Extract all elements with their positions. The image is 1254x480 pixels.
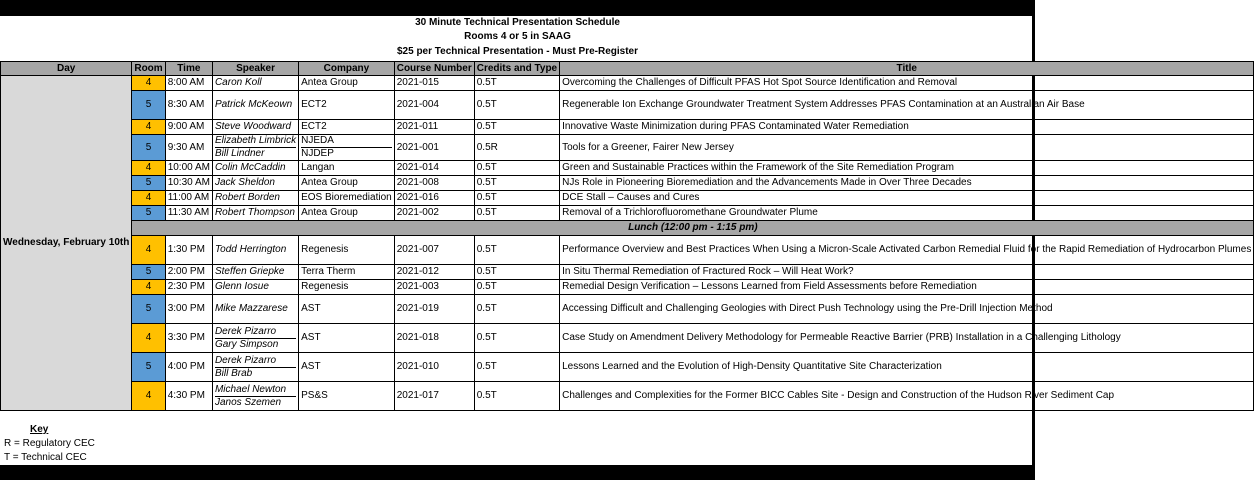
- time-cell: 11:30 AM: [165, 206, 212, 221]
- room-cell: 4: [132, 161, 165, 176]
- title-cell: Accessing Difficult and Challenging Geologies with Direct Push Technology using the Pre-Drill Injection Method: [560, 295, 1254, 324]
- room-cell: 4: [132, 76, 165, 91]
- time-cell: 10:30 AM: [165, 176, 212, 191]
- speaker-name: Colin McCaddin: [214, 162, 286, 173]
- speaker-cell: [212, 76, 298, 91]
- table-row: [1, 91, 1254, 120]
- key-legend: [4, 423, 95, 465]
- company-name: Langan: [301, 162, 335, 173]
- company-name: AST: [301, 303, 321, 314]
- col-header-credits: Credits and Type: [474, 62, 559, 76]
- col-header-speaker: Speaker: [212, 62, 298, 76]
- company-name: ECT2: [301, 99, 327, 110]
- room-cell: 4: [132, 236, 165, 265]
- time-cell: 3:00 PM: [165, 295, 212, 324]
- course-number-cell: 2021-008: [394, 176, 474, 191]
- company-cell: [299, 324, 395, 353]
- header-row: [1, 62, 1254, 76]
- table-row: [1, 76, 1254, 91]
- speaker-cell: [212, 206, 298, 221]
- key-title: Key: [30, 424, 49, 435]
- company-name: Antea Group: [301, 207, 358, 218]
- company-cell: [299, 91, 395, 120]
- schedule-body: [1, 76, 1254, 411]
- room-cell: 5: [132, 176, 165, 191]
- course-number-cell: 2021-017: [394, 382, 474, 411]
- speaker-cell: [212, 295, 298, 324]
- course-number-cell: 2021-001: [394, 135, 474, 161]
- credits-cell: 0.5T: [474, 191, 559, 206]
- company-cell: [299, 135, 395, 161]
- time-cell: 2:00 PM: [165, 265, 212, 280]
- course-number-cell: 2021-004: [394, 91, 474, 120]
- company-cell: [299, 206, 395, 221]
- course-number-cell: 2021-003: [394, 280, 474, 295]
- company-cell: [299, 191, 395, 206]
- company-cell: [299, 265, 395, 280]
- top-border: [0, 0, 1035, 16]
- table-row: [1, 191, 1254, 206]
- course-number-cell: 2021-002: [394, 206, 474, 221]
- company-name: Antea Group: [301, 77, 358, 88]
- col-header-company: Company: [299, 62, 395, 76]
- title-cell: Performance Overview and Best Practices When Using a Micron-Scale Activated Carbon Remedial Fluid for the Rapid Remediation of Hydrocarbon Plumes: [560, 236, 1254, 265]
- schedule-rooms: Rooms 4 or 5 in SAAG: [464, 31, 571, 42]
- title-cell: In Situ Thermal Remediation of Fractured Rock – Will Heat Work?: [560, 265, 1254, 280]
- table-row: [1, 120, 1254, 135]
- room-cell: 4: [132, 280, 165, 295]
- credits-cell: 0.5T: [474, 236, 559, 265]
- credits-cell: 0.5T: [474, 120, 559, 135]
- title-cell: DCE Stall – Causes and Cures: [560, 191, 1254, 206]
- time-cell: 2:30 PM: [165, 280, 212, 295]
- speaker-name: Michael Newton: [214, 383, 287, 395]
- company-name: PS&S: [301, 390, 328, 401]
- room-cell: 4: [132, 324, 165, 353]
- title-cell: Regenerable Ion Exchange Groundwater Treatment System Addresses PFAS Contamination at an Australian Air Base: [560, 91, 1254, 120]
- company-cell: [299, 295, 395, 324]
- speaker-cell: [212, 353, 298, 382]
- speaker-name: Patrick McKeown: [214, 99, 293, 110]
- time-cell: 8:00 AM: [165, 76, 212, 91]
- key-item-technical: T = Technical CEC: [4, 452, 87, 463]
- company-cell: [299, 236, 395, 265]
- course-number-cell: 2021-014: [394, 161, 474, 176]
- credits-cell: 0.5R: [474, 135, 559, 161]
- speaker-name: Derek Pizarro: [214, 325, 277, 337]
- room-cell: 5: [132, 295, 165, 324]
- speaker-cell: [212, 120, 298, 135]
- table-row: [1, 280, 1254, 295]
- table-row: [1, 135, 1254, 161]
- speaker-cell: [212, 176, 298, 191]
- credits-cell: 0.5T: [474, 324, 559, 353]
- company-name: AST: [301, 361, 321, 372]
- credits-cell: 0.5T: [474, 280, 559, 295]
- company-cell: [299, 353, 395, 382]
- key-item-regulatory: R = Regulatory CEC: [4, 438, 95, 449]
- company-name: NJDEP: [301, 147, 392, 160]
- col-header-day: Day: [1, 62, 132, 76]
- time-cell: 4:30 PM: [165, 382, 212, 411]
- company-name: Terra Therm: [301, 266, 356, 277]
- time-cell: 8:30 AM: [165, 91, 212, 120]
- table-row: [1, 236, 1254, 265]
- speaker-name: Robert Borden: [214, 192, 280, 203]
- title-cell: Remedial Design Verification – Lessons Learned from Field Assessments before Remediation: [560, 280, 1254, 295]
- time-cell: 11:00 AM: [165, 191, 212, 206]
- company-cell: [299, 280, 395, 295]
- table-row: [1, 265, 1254, 280]
- room-cell: 4: [132, 191, 165, 206]
- title-cell: Overcoming the Challenges of Difficult PFAS Hot Spot Source Identification and Removal: [560, 76, 1254, 91]
- table-row: [1, 176, 1254, 191]
- speaker-cell: [212, 280, 298, 295]
- credits-cell: 0.5T: [474, 76, 559, 91]
- bottom-border: [0, 465, 1035, 480]
- title-cell: Removal of a Trichlorofluoromethane Groundwater Plume: [560, 206, 1254, 221]
- speaker-name: Derek Pizarro: [214, 354, 277, 366]
- credits-cell: 0.5T: [474, 382, 559, 411]
- credits-cell: 0.5T: [474, 265, 559, 280]
- credits-cell: 0.5T: [474, 353, 559, 382]
- speaker-name: Elizabeth Limbrick: [214, 135, 297, 146]
- time-cell: 1:30 PM: [165, 236, 212, 265]
- schedule-title: 30 Minute Technical Presentation Schedule: [415, 17, 620, 28]
- credits-cell: 0.5T: [474, 176, 559, 191]
- credits-cell: 0.5T: [474, 206, 559, 221]
- company-name: Regenesis: [301, 244, 349, 255]
- company-name: ECT2: [301, 121, 327, 132]
- day-cell: Wednesday, February 10th: [1, 76, 132, 411]
- speaker-cell: [212, 265, 298, 280]
- lunch-row: [1, 221, 1254, 236]
- table-row: [1, 353, 1254, 382]
- company-cell: [299, 176, 395, 191]
- speaker-name: Caron Koll: [214, 77, 262, 88]
- speaker-name: Mike Mazzarese: [214, 303, 288, 314]
- col-header-course-number: Course Number: [394, 62, 474, 76]
- speaker-name: Bill Brab: [215, 367, 296, 380]
- table-row: [1, 295, 1254, 324]
- course-number-cell: 2021-015: [394, 76, 474, 91]
- course-number-cell: 2021-012: [394, 265, 474, 280]
- credits-cell: 0.5T: [474, 161, 559, 176]
- table-row: [1, 382, 1254, 411]
- course-number-cell: 2021-016: [394, 191, 474, 206]
- title-cell: NJs Role in Pioneering Bioremediation and the Advancements Made in Over Three Decades: [560, 176, 1254, 191]
- company-name: AST: [301, 332, 321, 343]
- speaker-name: Glenn Iosue: [214, 281, 269, 292]
- course-number-cell: 2021-010: [394, 353, 474, 382]
- col-header-time: Time: [165, 62, 212, 76]
- company-name: EOS Bioremediation: [301, 192, 392, 203]
- speaker-cell: [212, 161, 298, 176]
- speaker-cell: [212, 382, 298, 411]
- schedule-price-note: $25 per Technical Presentation - Must Pre-Register: [396, 46, 638, 57]
- schedule-table: [0, 61, 1254, 411]
- title-cell: Green and Sustainable Practices within the Framework of the Site Remediation Program: [560, 161, 1254, 176]
- col-header-room: Room: [132, 62, 165, 76]
- room-cell: 5: [132, 265, 165, 280]
- credits-cell: 0.5T: [474, 295, 559, 324]
- speaker-name: Jack Sheldon: [214, 177, 275, 188]
- course-number-cell: 2021-019: [394, 295, 474, 324]
- speaker-name: Bill Lindner: [215, 147, 296, 160]
- room-cell: 5: [132, 206, 165, 221]
- speaker-name: Robert Thompson: [214, 207, 295, 218]
- lunch-break: Lunch (12:00 pm - 1:15 pm): [132, 221, 1254, 236]
- speaker-cell: [212, 91, 298, 120]
- title-cell: Lessons Learned and the Evolution of High-Density Quantitative Site Characterization: [560, 353, 1254, 382]
- room-cell: 5: [132, 353, 165, 382]
- speaker-name: Steve Woodward: [214, 121, 292, 132]
- table-row: [1, 161, 1254, 176]
- time-cell: 4:00 PM: [165, 353, 212, 382]
- room-cell: 4: [132, 120, 165, 135]
- time-cell: 10:00 AM: [165, 161, 212, 176]
- room-cell: 5: [132, 91, 165, 120]
- speaker-cell: [212, 236, 298, 265]
- table-row: [1, 324, 1254, 353]
- title-cell: Tools for a Greener, Fairer New Jersey: [560, 135, 1254, 161]
- title-cell: Challenges and Complexities for the Former BICC Cables Site - Design and Construction of the Hudson River Sediment Cap: [560, 382, 1254, 411]
- company-name: Antea Group: [301, 177, 358, 188]
- speaker-name: Gary Simpson: [215, 338, 296, 351]
- course-number-cell: 2021-018: [394, 324, 474, 353]
- company-name: Regenesis: [301, 281, 349, 292]
- speaker-cell: [212, 324, 298, 353]
- col-header-title: Title: [560, 62, 1254, 76]
- company-cell: [299, 120, 395, 135]
- course-number-cell: 2021-011: [394, 120, 474, 135]
- title-cell: Case Study on Amendment Delivery Methodology for Permeable Reactive Barrier (PRB) Installation in a Challenging Lithology: [560, 324, 1254, 353]
- speaker-name: Janos Szemen: [215, 396, 296, 409]
- speaker-cell: [212, 191, 298, 206]
- company-cell: [299, 76, 395, 91]
- time-cell: 9:00 AM: [165, 120, 212, 135]
- speaker-cell: [212, 135, 298, 161]
- speaker-name: Steffen Griepke: [214, 266, 285, 277]
- table-row: [1, 206, 1254, 221]
- course-number-cell: 2021-007: [394, 236, 474, 265]
- credits-cell: 0.5T: [474, 91, 559, 120]
- time-cell: 9:30 AM: [165, 135, 212, 161]
- company-cell: [299, 161, 395, 176]
- speaker-name: Todd Herrington: [214, 244, 287, 255]
- room-cell: 5: [132, 135, 165, 161]
- company-cell: [299, 382, 395, 411]
- time-cell: 3:30 PM: [165, 324, 212, 353]
- title-cell: Innovative Waste Minimization during PFAS Contaminated Water Remediation: [560, 120, 1254, 135]
- company-name: NJEDA: [301, 135, 334, 146]
- room-cell: 4: [132, 382, 165, 411]
